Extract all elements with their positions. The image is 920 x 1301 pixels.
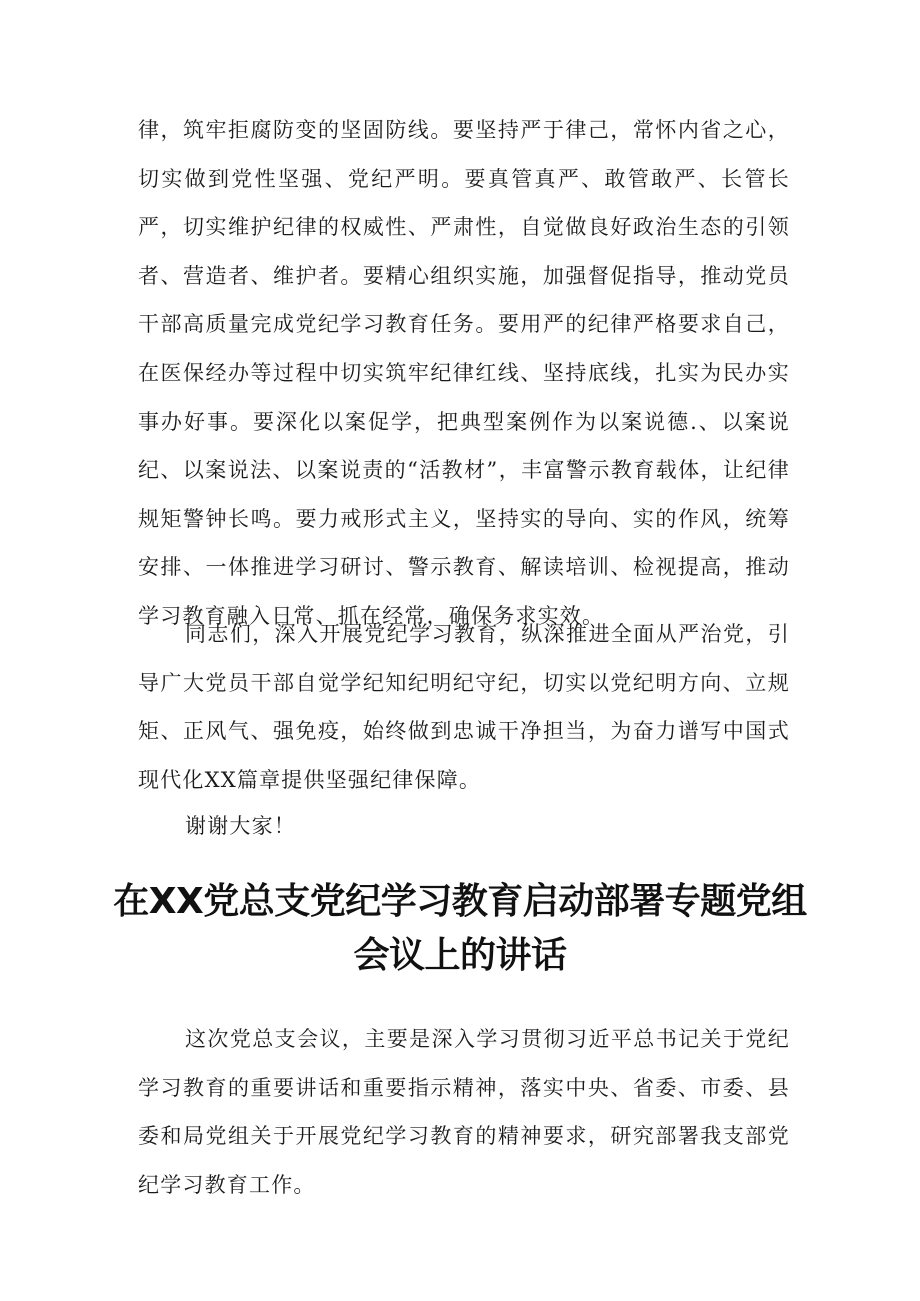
body-paragraph: 同志们，深入开展党纪学习教育，纵深推进全面从严治党，引导广大党员干部自觉学纪知纪明纪守纪，切实以党纪明方向、立规矩、正风气、强免疫，始终做到忠诚干净担当，为奋力谱写中国式现代化XX篇章提供坚强纪律保障。 — [138, 622, 790, 792]
speech-title: 在XX党总支党纪学习教育启动部署专题党组会议上的讲话 — [113, 881, 807, 976]
body-paragraph: 这次党总支会议，主要是深入学习贯彻习近平总书记关于党纪学习教育的重要讲话和重要指示精神，落实中央、省委、市委、县委和局党组关于开展党纪学习教育的精神要求，研究部署我支部党纪学习教育工作。 — [138, 1027, 790, 1197]
closing-line: 谢谢大家！ — [185, 814, 296, 838]
body-paragraph: 律，筑牢拒腐防变的坚固防线。要坚持严于律己，常怀内省之心，切实做到党性坚强、党纪严明。要真管真严、敢管敢严、长管长严，切实维护纪律的权威性、严肃性，自觉做良好政治生态的引领者、营造者、维护者。要精心组织实施，加强督促指导，推动党员干部高质量完成党纪学习教育任务。要用严的纪律严格要求自己，在医保经办等过程中切实筑牢纪律红线、坚持底线，扎实为民办实事办好事。要深化以案促学，把典型案例作为以案说德.、以案说纪、以案说法、以案说责的“活教材”，丰富警示教育载体，让纪律规矩警钟长鸣。要力戒形式主义，坚持实的导向、实的作风，统筹安排、一体推进学习研讨、警示教育、解读培训、检视提高，推动学习教育融入日常、抓在经常，确保务求实效。 — [138, 118, 790, 628]
